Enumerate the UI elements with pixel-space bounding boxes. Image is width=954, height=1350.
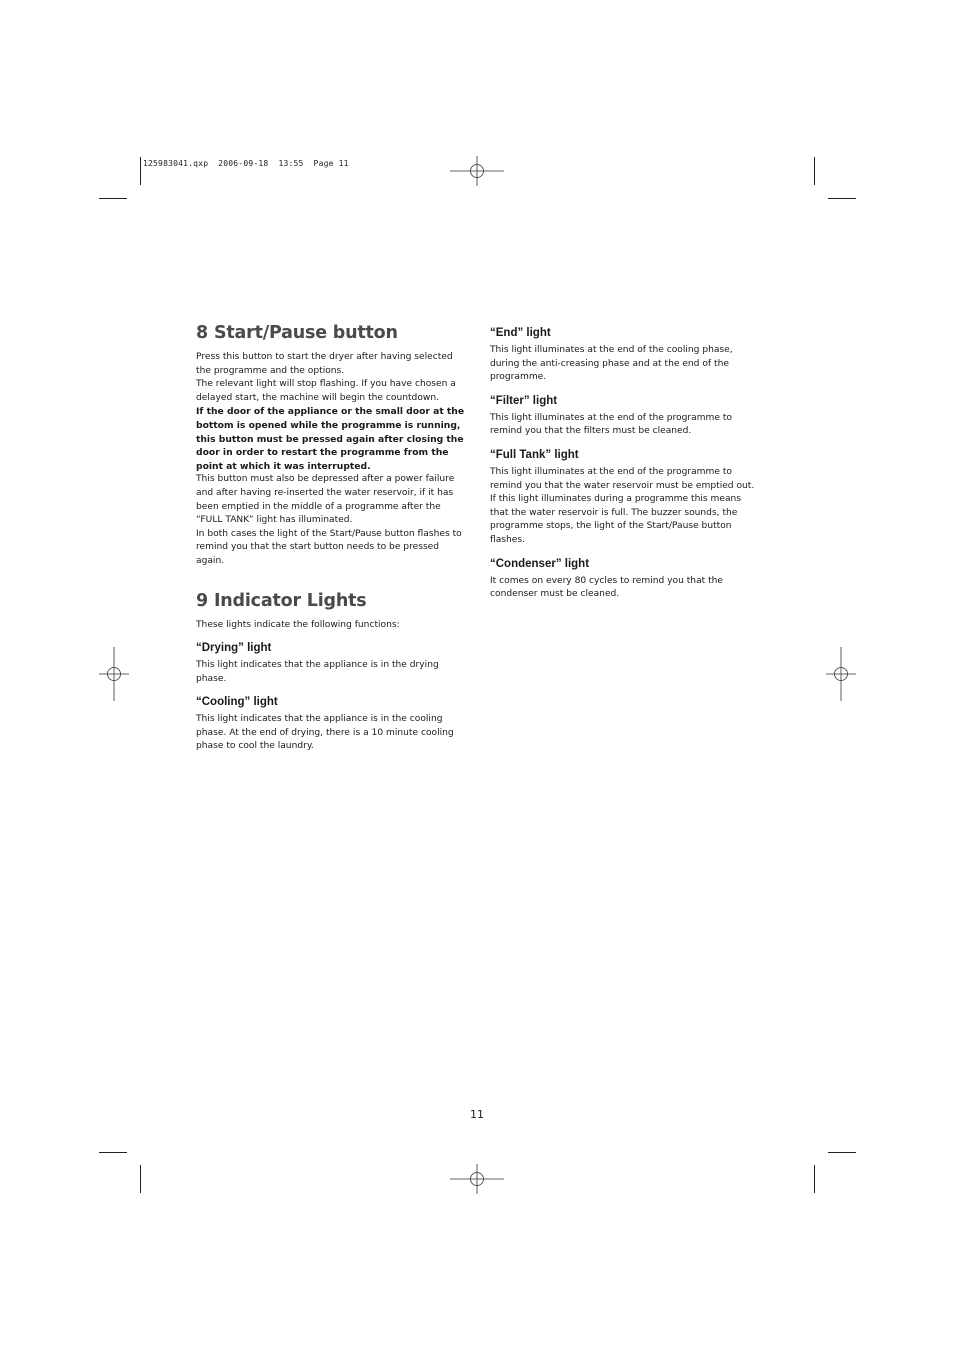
section-8-warning: If the door of the appliance or the small door at the bottom is opened while the programme is running, this button must be pressed again after closing the door in order to restart the programme from the point at which it was interrupted. [196,406,465,472]
section-9-heading: 9 Indicator Lights [196,590,367,611]
end-light-heading: “End” light [490,327,551,339]
left-column [196,321,468,754]
crop-mark-bottom-right-vertical [814,1165,815,1193]
section-8-paragraph-5: In both cases the light of the Start/Pause button flashes to remind you that the start button needs to be pressed again. [196,528,462,566]
full-tank-light-heading: “Full Tank” light [490,448,579,461]
cooling-light-heading: “Cooling” light [196,696,278,709]
crop-mark-top-right-vertical [814,157,815,185]
cooling-light-text: This light indicates that the appliance is in the cooling phase. At the end of drying, there is a 10 minute cooling phase to cool the laundry. [196,714,454,752]
condenser-light-heading: “Condenser” light [490,557,590,570]
section-9-intro: These lights indicate the following functions: [196,619,400,630]
crop-mark-top-left-vertical [140,157,141,185]
registration-mark-top [450,156,504,186]
print-slug: 125983041.qxp 2006-09-18 13:55 Page 11 [143,159,349,168]
drying-light-text: This light indicates that the appliance is in the drying phase. [196,660,439,684]
registration-mark-bottom [450,1164,504,1194]
registration-mark-right [826,647,856,701]
section-8-paragraph-2: The relevant light will stop flashing. If you have chosen a delayed start, the machine will begin the countdown. [196,379,456,403]
crop-mark-bottom-right-horizontal [828,1152,856,1153]
crop-mark-top-right-horizontal [828,198,856,199]
filter-light-heading: “Filter” light [490,394,558,407]
condenser-light-text: It comes on every 80 cycles to remind you that the condenser must be cleaned. [490,575,724,600]
section-8-paragraph-4: This button must also be depressed after a power failure and after having re-inserted the water reservoir, if it has been emptied in the middle of a programme after the “FULL TANK” light has illuminated. [196,474,455,526]
drying-light-heading: “Drying” light [196,642,272,655]
page-number: 11 [470,1108,484,1121]
section-8-paragraph-1: Press this button to start the dryer after having selected the programme and the options. [196,352,453,376]
right-column [490,326,760,602]
crop-mark-top-left-horizontal [99,198,127,199]
section-8-heading: 8 Start/Pause button [196,323,398,343]
full-tank-light-text: This light illuminates at the end of the programme to remind you that the water reservoir must be emptied out. If this light illuminates during a programme this means that the water reservoir is full. The buzzer sounds, the programme stops, the light of the Start/Pause button flashes. [490,466,755,545]
registration-mark-left [99,647,129,701]
crop-mark-bottom-left-vertical [140,1165,141,1193]
end-light-text: This light illuminates at the end of the cooling phase, during the anti-creasing phase and at the end of the programme. [490,345,733,383]
crop-mark-bottom-left-horizontal [99,1152,127,1153]
filter-light-text: This light illuminates at the end of the programme to remind you that the filters must be cleaned. [490,412,732,437]
